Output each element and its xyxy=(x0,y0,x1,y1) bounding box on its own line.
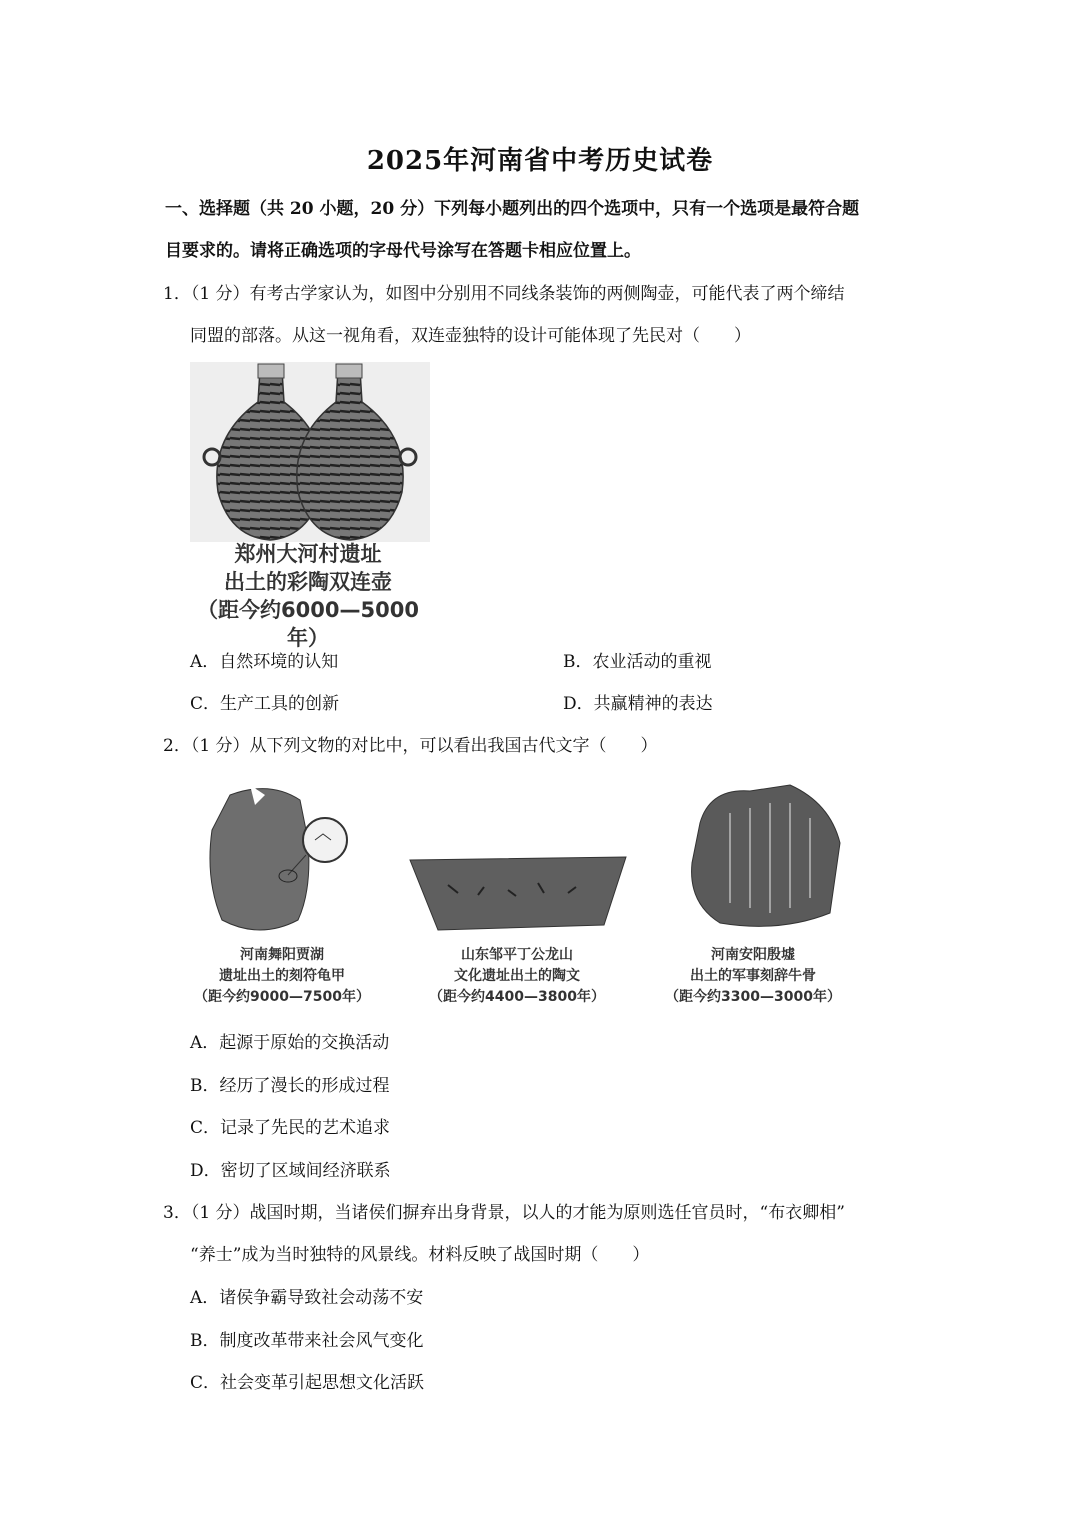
caption-line: 河南安阳殷墟 xyxy=(711,947,795,963)
question-1 xyxy=(163,273,933,357)
caption-line: 遗址出土的刻符龟甲 xyxy=(219,968,345,984)
q1-option-c[interactable]: C．生产工具的创新 xyxy=(190,694,340,714)
caption-line: （距今约6000—5000年） xyxy=(197,598,419,650)
q2-option-b[interactable]: B．经历了漫长的形成过程 xyxy=(190,1076,390,1096)
caption-line: 山东邹平丁公龙山 xyxy=(461,947,573,963)
caption-line: 出土的军事刻辞牛骨 xyxy=(690,968,816,984)
oracle-bone-image xyxy=(680,783,848,933)
section-instructions xyxy=(165,188,935,272)
caption-line: （距今约3300—3000年） xyxy=(665,989,841,1005)
question-3-line-1: 3．（1 分）战国时期，当诸侯们摒弃出身背景，以人的才能为原则选任官员时，“布衣卿相” xyxy=(163,1203,845,1223)
question-3-line-2: “养士”成为当时独特的风景线。材料反映了战国时期（ ） xyxy=(190,1245,650,1265)
figure-1-caption xyxy=(188,540,428,652)
q1-option-d[interactable]: D．共赢精神的表达 xyxy=(563,694,713,714)
caption-line: 郑州大河村遗址 xyxy=(234,542,382,566)
q2-option-c[interactable]: C．记录了先民的艺术追求 xyxy=(190,1118,391,1138)
question-2 xyxy=(163,725,933,767)
q1-option-b[interactable]: B．农业活动的重视 xyxy=(563,652,712,672)
turtle-shell-image xyxy=(200,780,360,940)
q2-option-a[interactable]: A．起源于原始的交换活动 xyxy=(190,1033,390,1053)
question-1-line-1: 1．（1 分）有考古学家认为，如图中分别用不同线条装饰的两侧陶壶，可能代表了两个缔结 xyxy=(163,284,845,304)
page-title: 2025年河南省中考历史试卷 xyxy=(366,146,714,176)
pottery-shard-image xyxy=(408,855,630,935)
section-line-1: 一、选择题（共 20 小题，20 分）下列每小题列出的四个选项中，只有一个选项是最符合题 xyxy=(165,199,860,219)
caption-line: 出土的彩陶双连壶 xyxy=(224,570,392,594)
q3-option-b[interactable]: B．制度改革带来社会风气变化 xyxy=(190,1331,424,1351)
q2-option-d[interactable]: D．密切了区域间经济联系 xyxy=(190,1161,391,1181)
q1-option-a[interactable]: A．自然环境的认知 xyxy=(190,652,339,672)
double-pot-image xyxy=(190,362,430,542)
caption-line: （距今约9000—7500年） xyxy=(194,989,370,1005)
figure-2a-caption xyxy=(182,945,382,1008)
q3-option-a[interactable]: A．诸侯争霸导致社会动荡不安 xyxy=(190,1288,424,1308)
figure-2c-caption xyxy=(653,945,853,1008)
question-1-line-2: 同盟的部落。从这一视角看，双连壶独特的设计可能体现了先民对（ ） xyxy=(190,326,751,346)
q3-option-c[interactable]: C．社会变革引起思想文化活跃 xyxy=(190,1373,425,1393)
question-3 xyxy=(163,1192,933,1276)
caption-line: 文化遗址出土的陶文 xyxy=(454,968,580,984)
caption-line: 河南舞阳贾湖 xyxy=(240,947,324,963)
caption-line: （距今约4400—3800年） xyxy=(429,989,605,1005)
question-2-line-1: 2．（1 分）从下列文物的对比中，可以看出我国古代文字（ ） xyxy=(163,736,658,756)
section-line-2: 目要求的。请将正确选项的字母代号涂写在答题卡相应位置上。 xyxy=(165,241,641,261)
figure-2b-caption xyxy=(417,945,617,1008)
